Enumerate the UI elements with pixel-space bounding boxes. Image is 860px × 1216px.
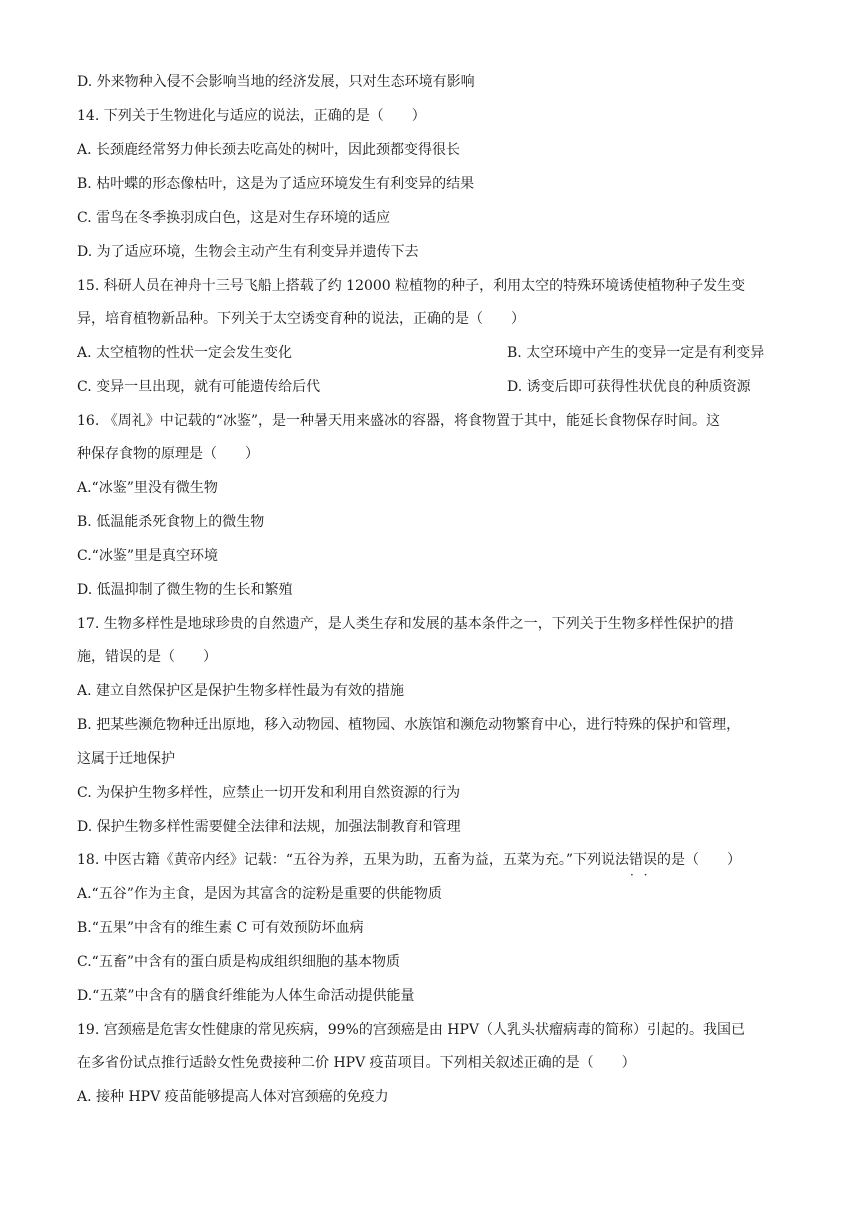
q15-option-d: D. 诱变后即可获得性状优良的种质资源 xyxy=(507,379,751,395)
q15-option-b: B. 太空环境中产生的变异一定是有利变异 xyxy=(507,345,765,361)
q18-option-b: B.“五果”中含有的维生素 C 可有效预防坏血病 xyxy=(77,920,364,936)
q15-options-row2 xyxy=(77,377,787,397)
q18-stem xyxy=(77,850,787,870)
q17-option-a: A. 建立自然保护区是保护生物多样性最为有效的措施 xyxy=(77,683,405,699)
q17-option-b-line2: 这属于迁地保护 xyxy=(77,751,175,767)
q14-option-d: D. 为了适应环境，生物会主动产生有利变异并遗传下去 xyxy=(77,244,419,260)
q14-option-b: B. 枯叶蝶的形态像枯叶，这是为了适应环境发生有利变异的结果 xyxy=(77,176,475,192)
q17-stem-line1: 17. 生物多样性是地球珍贵的自然遗产，是人类生存和发展的基本条件之一，下列关于生物多样性保护的措 xyxy=(77,616,734,632)
q17-stem-line2: 施，错误的是（ ） xyxy=(77,649,217,665)
q14-option-c: C. 雷鸟在冬季换羽成白色，这是对生存环境的适应 xyxy=(77,210,391,226)
q16-option-a: A.“冰鉴”里没有微生物 xyxy=(77,480,218,496)
q18-stem-tail: 的是（ ） xyxy=(657,852,742,868)
q15-options-row1 xyxy=(77,343,787,363)
q18-option-d: D.“五菜”中含有的膳食纤维能为人体生命活动提供能量 xyxy=(77,988,415,1004)
q16-option-c: C.“冰鉴”里是真空环境 xyxy=(77,548,218,564)
q18-stem-emphasis: 错误 · · xyxy=(629,852,657,868)
q17-option-b-line1: B. 把某些濒危物种迁出原地，移入动物园、植物园、水族馆和濒危动物繁育中心，进行特殊的保护和管理， xyxy=(77,717,741,733)
q13-option-d: D. 外来物种入侵不会影响当地的经济发展，只对生态环境有影响 xyxy=(77,74,475,90)
q18-option-a: A.“五谷”作为主食，是因为其富含的淀粉是重要的供能物质 xyxy=(77,886,442,902)
q19-stem-line1: 19. 宫颈癌是危害女性健康的常见疾病，99%的宫颈癌是由 HPV（人乳头状瘤病毒的简称）引起的。我国已 xyxy=(77,1022,746,1038)
q14-stem: 14. 下列关于生物进化与适应的说法，正确的是（ ） xyxy=(77,108,426,124)
q16-stem-line1: 16. 《周礼》中记载的“冰鉴”，是一种暑天用来盛冰的容器，将食物置于其中，能延长食物保存时间。这 xyxy=(77,413,721,429)
q15-option-a: A. 太空植物的性状一定会发生变化 xyxy=(77,345,293,361)
q16-option-d: D. 低温抑制了微生物的生长和繁殖 xyxy=(77,582,293,598)
q16-stem-line2: 种保存食物的原理是（ ） xyxy=(77,446,259,462)
q18-option-c: C.“五畜”中含有的蛋白质是构成组织细胞的基本物质 xyxy=(77,954,400,970)
q16-option-b: B. 低温能杀死食物上的微生物 xyxy=(77,514,265,530)
q17-option-d: D. 保护生物多样性需要健全法律和法规，加强法制教育和管理 xyxy=(77,819,461,835)
q15-option-c: C. 变异一旦出现，就有可能遗传给后代 xyxy=(77,379,321,395)
q17-option-c: C. 为保护生物多样性，应禁止一切开发和利用自然资源的行为 xyxy=(77,785,461,801)
q14-option-a: A. 长颈鹿经常努力伸长颈去吃高处的树叶，因此颈都变得很长 xyxy=(77,142,461,158)
q19-stem-line2: 在多省份试点推行适龄女性免费接种二价 HPV 疫苗项目。下列相关叙述正确的是（ ） xyxy=(77,1055,636,1071)
q15-stem-line2: 异，培育植物新品种。下列关于太空诱变育种的说法，正确的是（ ） xyxy=(77,311,525,327)
q19-option-a: A. 接种 HPV 疫苗能够提高人体对宫颈癌的免疫力 xyxy=(77,1089,389,1105)
q15-stem-line1: 15. 科研人员在神舟十三号飞船上搭载了约 12000 粒植物的种子，利用太空的特殊环境诱使植物种子发生变 xyxy=(77,278,746,294)
q18-stem-text: 18. 中医古籍《黄帝内经》记载：“五谷为养，五果为助，五畜为益，五菜为充。”下列说法 xyxy=(77,852,630,868)
